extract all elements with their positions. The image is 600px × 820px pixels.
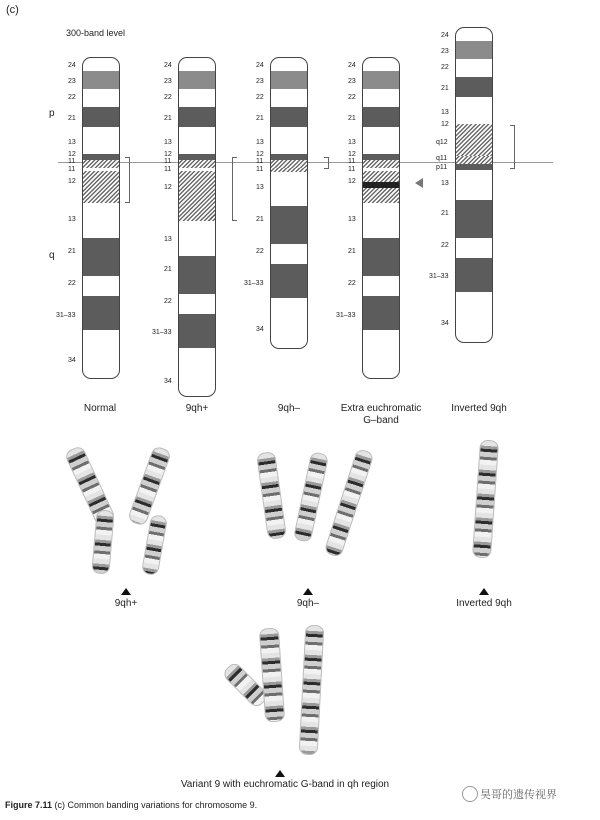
band-label: 31–33 (336, 312, 356, 319)
band-label: 11 (68, 166, 76, 173)
heterochromatin-bracket (324, 157, 329, 169)
heterochromatin-bracket (125, 157, 130, 203)
band-label: 21 (441, 210, 449, 217)
band-label: 31–33 (429, 273, 449, 280)
band-label: 21 (68, 248, 76, 255)
band-label: 22 (164, 298, 172, 305)
photo-marker-icon (303, 588, 313, 595)
ideogram-label-normal: Normal (83, 403, 117, 414)
band-label: 23 (164, 78, 172, 85)
band-label: 11 (256, 166, 264, 173)
band-label: 13 (164, 139, 172, 146)
band-label: 11 (348, 166, 356, 173)
ideogram-label-9qh-minus: 9qh– (277, 403, 301, 414)
photo-marker-icon (121, 588, 131, 595)
band-label: 12 (164, 151, 172, 158)
photo-label-9qh-minus: 9qh– (296, 598, 320, 609)
band-label: 12 (441, 121, 449, 128)
band-label: 21 (164, 266, 172, 273)
band-label: 12 (256, 151, 264, 158)
band-label: 31–33 (56, 312, 76, 319)
ideogram-9qh-plus (178, 57, 216, 397)
caption-number: Figure 7.11 (5, 800, 53, 810)
ideogram-extra-euchromatic (362, 57, 400, 379)
band-label: 34 (164, 378, 172, 385)
band-label: 24 (164, 62, 172, 69)
band-label: 22 (441, 242, 449, 249)
band-label: 22 (348, 280, 356, 287)
band-label: p11 (436, 164, 448, 171)
band-label: 13 (256, 184, 264, 191)
chromosome-photo (256, 451, 287, 540)
band-label: 34 (441, 320, 449, 327)
inversion-bracket (510, 125, 515, 169)
label-line: Extra euchromatic (340, 403, 422, 414)
chromosome-photo (141, 514, 168, 576)
band-label: 21 (68, 115, 76, 122)
chromosome-photo (472, 439, 499, 558)
chromosome-photo (127, 445, 172, 527)
band-label: 22 (256, 94, 264, 101)
band-label: 22 (441, 64, 449, 71)
band-label: 13 (68, 139, 76, 146)
photo-label-inverted: Inverted 9qh (456, 598, 512, 609)
band-label: 13 (441, 109, 449, 116)
band-label: 31–33 (152, 329, 172, 336)
band-label: 12 (348, 151, 356, 158)
band-label: 22 (68, 94, 76, 101)
band-label: 13 (441, 180, 449, 187)
band-level-label: 300-band level (66, 28, 126, 38)
chromosome-photo (299, 625, 325, 756)
band-label: 11 (68, 158, 76, 165)
band-label: 12 (164, 184, 172, 191)
band-label: 21 (348, 115, 356, 122)
band-label: 13 (348, 216, 356, 223)
band-label: 21 (164, 115, 172, 122)
band-label: 11 (348, 158, 356, 165)
band-label: 34 (68, 357, 76, 364)
ideogram-inverted-9qh (455, 27, 493, 343)
chromosome-photo (259, 627, 286, 722)
chromosome-photo (293, 451, 329, 543)
band-label: 12 (68, 178, 76, 185)
extra-band-arrow-icon (415, 178, 423, 188)
band-label: 21 (348, 248, 356, 255)
band-label: 12 (68, 151, 76, 158)
band-label: 24 (348, 62, 356, 69)
band-label: 23 (68, 78, 76, 85)
band-label: q11 (436, 155, 448, 162)
band-label: 21 (441, 85, 449, 92)
heterochromatin-bracket (232, 157, 237, 221)
band-label: 12 (348, 178, 356, 185)
band-label: 22 (348, 94, 356, 101)
p-arm-label: p (49, 108, 55, 119)
band-label: 23 (441, 48, 449, 55)
panel-letter: (c) (6, 4, 19, 16)
watermark-text: 昊哥的遗传视界 (480, 789, 557, 801)
band-label: 23 (256, 78, 264, 85)
ideogram-label-extra-euchromatic (331, 403, 431, 427)
band-label: 22 (256, 248, 264, 255)
band-label: 13 (256, 139, 264, 146)
caption-text: (c) Common banding variations for chromosome 9. (52, 800, 258, 810)
band-label: 22 (164, 94, 172, 101)
band-label: 13 (348, 139, 356, 146)
photo-marker-icon (479, 588, 489, 595)
band-label: 31–33 (244, 280, 264, 287)
band-label: 24 (256, 62, 264, 69)
label-line: G–band (363, 415, 399, 426)
band-label: 11 (256, 158, 264, 165)
band-label: q12 (436, 139, 448, 146)
photo-label-9qh-plus: 9qh+ (114, 598, 138, 609)
wechat-logo-icon (462, 786, 478, 802)
band-label: 24 (441, 32, 449, 39)
band-label: 13 (68, 216, 76, 223)
band-label: 24 (68, 62, 76, 69)
band-label: 11 (164, 158, 172, 165)
chromosome-photo (323, 448, 374, 558)
ideogram-label-9qh-plus: 9qh+ (185, 403, 209, 414)
band-label: 21 (256, 216, 264, 223)
figure-caption (5, 800, 257, 810)
ideogram-normal (82, 57, 120, 379)
band-label: 22 (68, 280, 76, 287)
band-label: 13 (164, 236, 172, 243)
ideogram-9qh-minus (270, 57, 308, 349)
photo-marker-icon (275, 770, 285, 777)
ideogram-label-inverted-9qh: Inverted 9qh (451, 403, 507, 414)
band-label: 11 (164, 166, 172, 173)
band-label: 34 (256, 326, 264, 333)
band-label: 21 (256, 115, 264, 122)
photo-label-variant: Variant 9 with euchromatic G-band in qh region (180, 779, 390, 790)
band-label: 23 (348, 78, 356, 85)
q-arm-label: q (49, 250, 55, 261)
